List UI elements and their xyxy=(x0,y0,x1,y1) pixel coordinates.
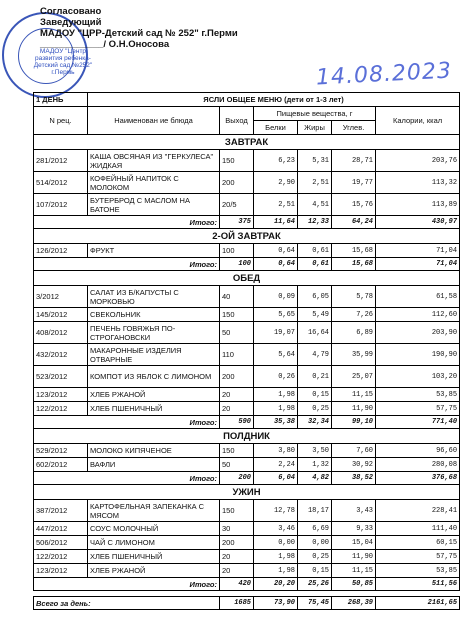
dish-name: ХЛЕБ ПШЕНИЧНЫЙ xyxy=(88,402,220,416)
section-total-row xyxy=(34,578,460,591)
table-row xyxy=(34,564,460,578)
fat-value: 0,21 xyxy=(298,366,332,388)
portion-output: 30 xyxy=(220,522,254,536)
recipe-number: 529/2012 xyxy=(34,444,88,458)
carb-value: 11,90 xyxy=(332,550,376,564)
protein-value: 2,24 xyxy=(254,458,298,472)
section-header-row xyxy=(34,485,460,500)
fat-value: 0,25 xyxy=(298,402,332,416)
approved-label: Согласовано xyxy=(40,6,102,17)
protein-value: 3,80 xyxy=(254,444,298,458)
recipe-number: 281/2012 xyxy=(34,150,88,172)
section-header-row xyxy=(34,429,460,444)
grand-total-protein: 73,90 xyxy=(254,597,298,610)
protein-value: 3,46 xyxy=(254,522,298,536)
section-total-row xyxy=(34,416,460,429)
portion-output: 20 xyxy=(220,550,254,564)
recipe-number: 523/2012 xyxy=(34,366,88,388)
total-fat: 25,26 xyxy=(298,578,332,591)
portion-output: 20 xyxy=(220,402,254,416)
recipe-number: 122/2012 xyxy=(34,550,88,564)
portion-output: 200 xyxy=(220,536,254,550)
kcal-value: 103,20 xyxy=(376,366,460,388)
col-out-header: Выход xyxy=(220,107,254,135)
fat-value: 0,25 xyxy=(298,550,332,564)
section-title: УЖИН xyxy=(34,485,460,500)
protein-value: 19,07 xyxy=(254,322,298,344)
dish-name: ХЛЕБ РЖАНОЙ xyxy=(88,564,220,578)
kcal-value: 203,76 xyxy=(376,150,460,172)
kcal-value: 53,85 xyxy=(376,564,460,578)
portion-output: 110 xyxy=(220,344,254,366)
kcal-value: 111,40 xyxy=(376,522,460,536)
protein-value: 6,23 xyxy=(254,150,298,172)
fat-value: 3,50 xyxy=(298,444,332,458)
protein-value: 0,26 xyxy=(254,366,298,388)
col-fat-header: Жиры xyxy=(298,121,332,135)
total-output: 375 xyxy=(220,216,254,229)
total-fat: 0,61 xyxy=(298,258,332,271)
table-row xyxy=(34,172,460,194)
total-fat: 32,34 xyxy=(298,416,332,429)
table-row xyxy=(34,536,460,550)
kcal-value: 113,89 xyxy=(376,194,460,216)
recipe-number: 3/2012 xyxy=(34,286,88,308)
dish-name: КАРТОФЕЛЬНАЯ ЗАПЕКАНКА С МЯСОМ xyxy=(88,500,220,522)
carb-value: 5,78 xyxy=(332,286,376,308)
protein-value: 1,98 xyxy=(254,388,298,402)
protein-value: 0,64 xyxy=(254,244,298,258)
protein-value: 0,09 xyxy=(254,286,298,308)
fat-value: 6,69 xyxy=(298,522,332,536)
section-header-row xyxy=(34,229,460,244)
recipe-number: 602/2012 xyxy=(34,458,88,472)
carb-value: 7,60 xyxy=(332,444,376,458)
protein-value: 12,78 xyxy=(254,500,298,522)
portion-output: 20 xyxy=(220,564,254,578)
protein-value: 2,51 xyxy=(254,194,298,216)
protein-value: 1,98 xyxy=(254,402,298,416)
carb-value: 15,68 xyxy=(332,244,376,258)
portion-output: 20 xyxy=(220,388,254,402)
grand-total-label: Всего за день: xyxy=(34,597,220,610)
carb-value: 25,07 xyxy=(332,366,376,388)
kcal-value: 203,90 xyxy=(376,322,460,344)
recipe-number: 123/2012 xyxy=(34,388,88,402)
kcal-value: 61,58 xyxy=(376,286,460,308)
section-header-row xyxy=(34,271,460,286)
total-protein: 35,38 xyxy=(254,416,298,429)
recipe-number: 145/2012 xyxy=(34,308,88,322)
total-label: Итого: xyxy=(34,258,220,271)
carb-value: 15,04 xyxy=(332,536,376,550)
carb-value: 3,43 xyxy=(332,500,376,522)
dish-name: МАКАРОННЫЕ ИЗДЕЛИЯ ОТВАРНЫЕ xyxy=(88,344,220,366)
protein-value: 1,98 xyxy=(254,550,298,564)
portion-output: 20/5 xyxy=(220,194,254,216)
carb-value: 28,71 xyxy=(332,150,376,172)
fat-value: 0,00 xyxy=(298,536,332,550)
protein-value: 5,65 xyxy=(254,308,298,322)
portion-output: 150 xyxy=(220,444,254,458)
total-protein: 0,64 xyxy=(254,258,298,271)
portion-output: 150 xyxy=(220,150,254,172)
fat-value: 18,17 xyxy=(298,500,332,522)
kcal-value: 280,08 xyxy=(376,458,460,472)
fat-value: 5,31 xyxy=(298,150,332,172)
grand-total-output: 1685 xyxy=(220,597,254,610)
table-row xyxy=(34,308,460,322)
total-carb: 15,68 xyxy=(332,258,376,271)
protein-value: 0,00 xyxy=(254,536,298,550)
carb-value: 11,90 xyxy=(332,402,376,416)
total-kcal: 376,68 xyxy=(376,472,460,485)
dish-name: ФРУКТ xyxy=(88,244,220,258)
fat-value: 5,49 xyxy=(298,308,332,322)
recipe-number: 506/2012 xyxy=(34,536,88,550)
total-kcal: 71,04 xyxy=(376,258,460,271)
section-total-row xyxy=(34,472,460,485)
portion-output: 200 xyxy=(220,366,254,388)
section-title: 2-ОЙ ЗАВТРАК xyxy=(34,229,460,244)
total-output: 200 xyxy=(220,472,254,485)
kcal-value: 113,32 xyxy=(376,172,460,194)
grand-total-row xyxy=(34,597,460,610)
grand-total-kcal: 2161,65 xyxy=(376,597,460,610)
carb-value: 15,76 xyxy=(332,194,376,216)
total-label: Итого: xyxy=(34,578,220,591)
total-carb: 99,10 xyxy=(332,416,376,429)
fat-value: 0,61 xyxy=(298,244,332,258)
kcal-value: 228,41 xyxy=(376,500,460,522)
total-output: 100 xyxy=(220,258,254,271)
kcal-value: 53,85 xyxy=(376,388,460,402)
total-protein: 11,64 xyxy=(254,216,298,229)
col-nutrients-header: Пищевые вещества, г xyxy=(254,107,376,121)
table-row xyxy=(34,402,460,416)
approval-header xyxy=(40,6,300,50)
dish-name: ХЛЕБ ПШЕНИЧНЫЙ xyxy=(88,550,220,564)
total-label: Итого: xyxy=(34,216,220,229)
dish-name: САЛАТ ИЗ Б/КАПУСТЫ С МОРКОВЬЮ xyxy=(88,286,220,308)
col-rec-header: N рец. xyxy=(34,107,88,135)
handwritten-date: 14.08.2023 xyxy=(315,58,453,91)
col-name-header: Наименован ие блюда xyxy=(88,107,220,135)
fat-value: 16,64 xyxy=(298,322,332,344)
recipe-number: 447/2012 xyxy=(34,522,88,536)
dish-name: КОМПОТ ИЗ ЯБЛОК С ЛИМОНОМ xyxy=(88,366,220,388)
table-row xyxy=(34,344,460,366)
grand-total-fat: 75,45 xyxy=(298,597,332,610)
fat-value: 4,51 xyxy=(298,194,332,216)
fat-value: 1,32 xyxy=(298,458,332,472)
col-carb-header: Углев. xyxy=(332,121,376,135)
kcal-value: 71,04 xyxy=(376,244,460,258)
dish-name: БУТЕРБРОД С МАСЛОМ НА БАТОНЕ xyxy=(88,194,220,216)
total-carb: 50,85 xyxy=(332,578,376,591)
recipe-number: 432/2012 xyxy=(34,344,88,366)
kcal-value: 60,15 xyxy=(376,536,460,550)
table-row xyxy=(34,366,460,388)
section-title: ПОЛДНИК xyxy=(34,429,460,444)
recipe-number: 514/2012 xyxy=(34,172,88,194)
fat-value: 6,05 xyxy=(298,286,332,308)
fat-value: 2,51 xyxy=(298,172,332,194)
dish-name: ПЕЧЕНЬ ГОВЯЖЬЯ ПО-СТРОГАНОВСКИ xyxy=(88,322,220,344)
protein-value: 5,64 xyxy=(254,344,298,366)
fat-value: 4,79 xyxy=(298,344,332,366)
carb-value: 7,26 xyxy=(332,308,376,322)
section-total-row xyxy=(34,216,460,229)
table-row xyxy=(34,388,460,402)
carb-value: 11,15 xyxy=(332,564,376,578)
section-title: ЗАВТРАК xyxy=(34,135,460,150)
total-label: Итого: xyxy=(34,416,220,429)
carb-value: 35,99 xyxy=(332,344,376,366)
grand-total-carb: 268,39 xyxy=(332,597,376,610)
stamp-text: МАДОУ "Центр развития ребенка-Детский сад №252" г.Пермь xyxy=(33,48,93,76)
total-output: 420 xyxy=(220,578,254,591)
carb-value: 9,33 xyxy=(332,522,376,536)
total-fat: 4,82 xyxy=(298,472,332,485)
recipe-number: 408/2012 xyxy=(34,322,88,344)
table-row xyxy=(34,444,460,458)
head-label: Заведующий xyxy=(40,17,102,28)
dish-name: МОЛОКО КИПЯЧЕНОЕ xyxy=(88,444,220,458)
dish-name: ВАФЛИ xyxy=(88,458,220,472)
portion-output: 150 xyxy=(220,308,254,322)
table-row xyxy=(34,458,460,472)
table-row xyxy=(34,150,460,172)
table-row xyxy=(34,522,460,536)
total-carb: 64,24 xyxy=(332,216,376,229)
total-protein: 6,04 xyxy=(254,472,298,485)
section-title: ОБЕД xyxy=(34,271,460,286)
portion-output: 50 xyxy=(220,458,254,472)
total-kcal: 511,56 xyxy=(376,578,460,591)
protein-value: 2,90 xyxy=(254,172,298,194)
fat-value: 0,15 xyxy=(298,564,332,578)
carb-value: 30,92 xyxy=(332,458,376,472)
dish-name: СВЕКОЛЬНИК xyxy=(88,308,220,322)
portion-output: 40 xyxy=(220,286,254,308)
kcal-value: 57,75 xyxy=(376,402,460,416)
fat-value: 0,15 xyxy=(298,388,332,402)
carb-value: 19,77 xyxy=(332,172,376,194)
carb-value: 6,89 xyxy=(332,322,376,344)
total-kcal: 771,40 xyxy=(376,416,460,429)
col-protein-header: Белки xyxy=(254,121,298,135)
portion-output: 100 xyxy=(220,244,254,258)
total-output: 590 xyxy=(220,416,254,429)
recipe-number: 126/2012 xyxy=(34,244,88,258)
signature-line: ____________/ О.Н.Оносова xyxy=(40,39,170,50)
total-kcal: 430,97 xyxy=(376,216,460,229)
table-row xyxy=(34,286,460,308)
section-total-row xyxy=(34,258,460,271)
table-row xyxy=(34,194,460,216)
dish-name: КОФЕЙНЫЙ НАПИТОК С МОЛОКОМ xyxy=(88,172,220,194)
menu-table xyxy=(33,92,460,610)
table-row xyxy=(34,322,460,344)
portion-output: 200 xyxy=(220,172,254,194)
organization-name: МАДОУ "ЦРР-Детский сад № 252" г.Перми xyxy=(40,28,238,39)
dish-name: ХЛЕБ РЖАНОЙ xyxy=(88,388,220,402)
total-protein: 20,20 xyxy=(254,578,298,591)
kcal-value: 112,60 xyxy=(376,308,460,322)
total-label: Итого: xyxy=(34,472,220,485)
col-kcal-header: Калории, ккал xyxy=(376,107,460,135)
kcal-value: 96,60 xyxy=(376,444,460,458)
total-carb: 38,52 xyxy=(332,472,376,485)
dish-name: СОУС МОЛОЧНЫЙ xyxy=(88,522,220,536)
portion-output: 150 xyxy=(220,500,254,522)
table-row xyxy=(34,244,460,258)
kcal-value: 190,90 xyxy=(376,344,460,366)
portion-output: 50 xyxy=(220,322,254,344)
table-row xyxy=(34,500,460,522)
dish-name: ЧАЙ С ЛИМОНОМ xyxy=(88,536,220,550)
day-label: 1 ДЕНЬ xyxy=(34,93,88,107)
dish-name: КАША ОВСЯНАЯ ИЗ "ГЕРКУЛЕСА" ЖИДКАЯ xyxy=(88,150,220,172)
menu-title: ЯСЛИ ОБЩЕЕ МЕНЮ (дети от 1-3 лет) xyxy=(88,93,460,107)
total-fat: 12,33 xyxy=(298,216,332,229)
recipe-number: 387/2012 xyxy=(34,500,88,522)
protein-value: 1,98 xyxy=(254,564,298,578)
recipe-number: 123/2012 xyxy=(34,564,88,578)
table-row xyxy=(34,550,460,564)
kcal-value: 57,75 xyxy=(376,550,460,564)
recipe-number: 107/2012 xyxy=(34,194,88,216)
section-header-row xyxy=(34,135,460,150)
carb-value: 11,15 xyxy=(332,388,376,402)
recipe-number: 122/2012 xyxy=(34,402,88,416)
